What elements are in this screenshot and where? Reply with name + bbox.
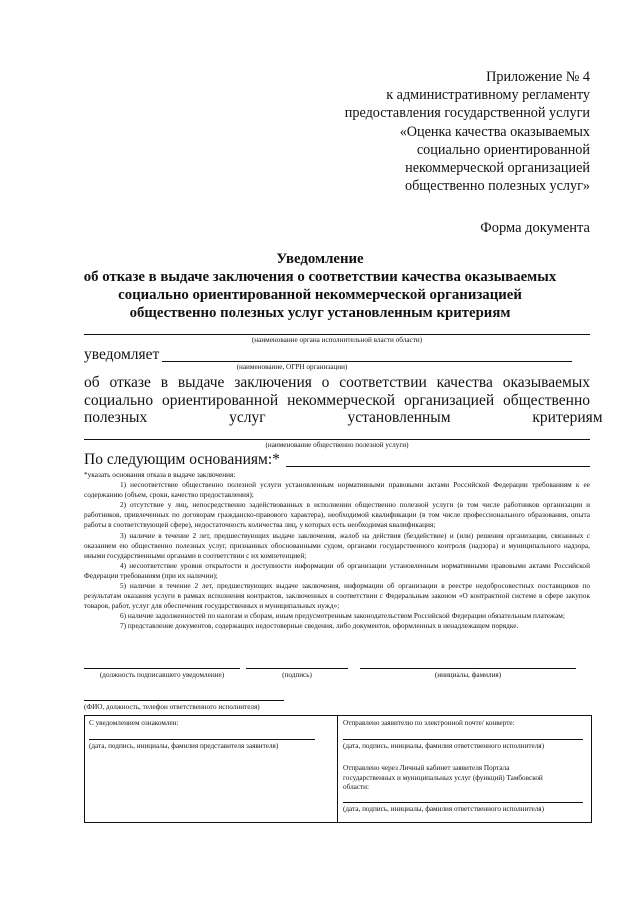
- portal-sent-line: [343, 802, 583, 803]
- email-sent-title: Отправлено заявителю по электронной почте/ конверте:: [343, 719, 515, 727]
- grounds-label: По следующим основаниям:*: [84, 451, 280, 468]
- email-sent-line: [343, 739, 583, 740]
- acknowledgement-box: [84, 715, 592, 823]
- initials-line: [360, 668, 576, 669]
- portal-sent-text: государственных и муниципальных услуг (функций) Тамбовской: [343, 773, 543, 782]
- appendix-line: социально ориентированной: [416, 141, 590, 158]
- signature-caption: (подпись): [282, 671, 312, 679]
- reasons-intro: *указать основания отказа в выдаче заключения:: [84, 470, 236, 479]
- organization-caption: (наименование, ОГРН организации): [236, 363, 348, 371]
- appendix-line: к административному регламенту: [386, 87, 590, 104]
- document-title-line: социально ориентированной некоммерческой организацией: [118, 287, 522, 303]
- authority-caption: (наименование органа исполнительной власти области): [251, 336, 423, 344]
- appendix-line: общественно полезных услуг»: [404, 178, 590, 195]
- acknowledged-line: [89, 739, 315, 740]
- reason-item: 1) несоответствие общественно полезной услуги установленным нормативными правовыми актами Российской Федерации требованиям к ее содержанию (объем, сроки, качество предоставления);: [84, 480, 590, 500]
- service-caption: (наименование общественно полезной услуги): [265, 441, 409, 449]
- notifies-label: уведомляет: [84, 346, 160, 363]
- refusal-text-line: об отказе в выдаче заключения о соответствии качества оказываемых: [84, 374, 590, 391]
- portal-sent-text: Отправлено через Личный кабинет заявителя Портала: [343, 764, 510, 772]
- appendix-line: «Оценка качества оказываемых: [399, 123, 590, 140]
- reason-item: 5) наличие в течение 2 лет, предшествующих выдаче заключения, информации об организации в реестре недобросовестных поставщиков по результатам оказания услуги в рамках исполнения контрактов, заключенных в соответствии с Федеральным законом «О контрактной системе в сфере закупок товаров, работ, услуг для обеспечения государственных и муниципальных нужд»;: [84, 581, 590, 611]
- appendix-line: Приложение № 4: [486, 69, 590, 85]
- portal-sent-text: области:: [343, 783, 370, 792]
- executor-line: [84, 700, 284, 701]
- reasons-list: [84, 470, 590, 632]
- grounds-line: [286, 466, 590, 467]
- position-line: [84, 668, 240, 669]
- position-caption: (должность подписавшего уведомление): [99, 671, 225, 679]
- refusal-text-line: социально ориентированной некоммерческой организацией общественно: [84, 392, 590, 409]
- service-line: [84, 439, 590, 440]
- signature-line: [246, 668, 348, 669]
- acknowledged-title: С уведомлением ознакомлен:: [89, 719, 179, 727]
- reason-item: 6) наличие задолженностей по налогам и сборам, иным предусмотренным законодательством Российской Федерации обязательным платежам;: [120, 611, 565, 621]
- email-sent-caption: (дата, подпись, инициалы, фамилия ответственного исполнителя): [343, 742, 544, 750]
- portal-sent-caption: (дата, подпись, инициалы, фамилия ответственного исполнителя): [343, 805, 544, 813]
- refusal-text-line: полезных услуг установленным критериям: [84, 409, 603, 426]
- reason-item: 7) представление документов, содержащих недостоверные сведения, либо документов, оформленных в ненадлежащем порядке.: [120, 621, 519, 631]
- reason-item: 4) несоответствие уровня открытости и доступности информации об организации установленным нормативными правовыми актами Российской Федерации требованиям (при их наличии);: [84, 560, 590, 580]
- box-divider: [337, 716, 338, 822]
- form-label: Форма документа: [480, 220, 590, 236]
- appendix-line: некоммерческой организацией: [405, 160, 590, 177]
- document-title-line: общественно полезных услуг установленным критериям: [129, 305, 511, 321]
- initials-caption: (инициалы, фамилия): [434, 671, 502, 679]
- reason-item: 3) наличие в течение 2 лет, предшествующих выдаче заключения, жалоб на действия (бездействие) и (или) решения организации, связанных с оказанием ею общественно полезных услуг, признанных обоснованными судом, органами государственного контроля (надзора) и муниципального надзора, иными государственными органами в соответствии с их компетенцией;: [84, 530, 590, 560]
- organization-line: [162, 361, 572, 362]
- document-title: Уведомление: [276, 251, 364, 267]
- appendix-line: предоставления государственной услуги: [344, 105, 590, 122]
- executor-caption: (ФИО, должность, телефон ответственного исполнителя): [84, 703, 260, 711]
- authority-line: [84, 334, 590, 335]
- reason-item: 2) отсутствие у лиц, непосредственно задействованных в исполнении общественно полезной услуги (в том числе работников организации и работников, привлеченных по договорам гражданско-правового характера), необходимой квалификации (в том числе профессионального образования, опыта работы в соответствующей сфере), недостаточность количества лиц, у которых есть необходимая квалификация;: [84, 500, 590, 530]
- acknowledged-caption: (дата, подпись, инициалы, фамилия представителя заявителя): [89, 742, 279, 750]
- appendix-header: [300, 68, 590, 195]
- document-title-line: об отказе в выдаче заключения о соответствии качества оказываемых: [83, 269, 557, 285]
